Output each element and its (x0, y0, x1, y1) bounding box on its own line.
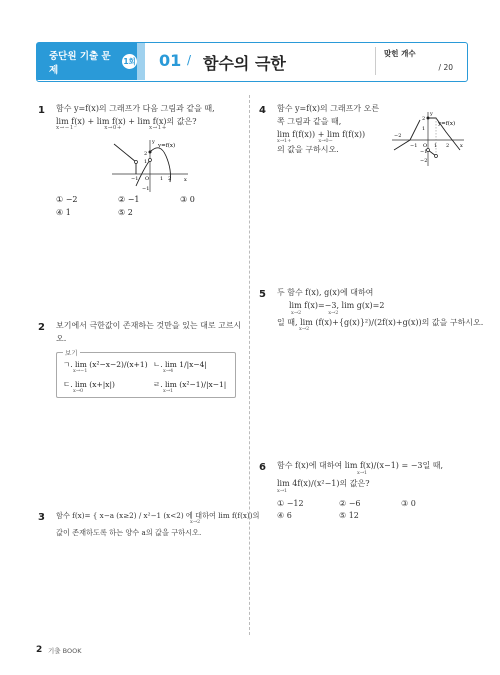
problem-2 (38, 320, 243, 350)
graph-x-axis-label: x (460, 143, 463, 149)
section-slash: / (187, 53, 192, 67)
problem-number: 5 (259, 289, 266, 300)
problem-text (56, 103, 215, 131)
badge-label: 중단원 기출 문제 (49, 50, 111, 76)
example-box (56, 349, 236, 398)
limit-subscript: x→0− (318, 138, 333, 145)
choice[interactable]: ① −12 (277, 498, 304, 508)
graph-x-tick: −2 (394, 133, 402, 139)
problem-5 (259, 287, 484, 347)
example-subscript: x→−1 (73, 368, 88, 374)
problem-4-graph (390, 110, 466, 168)
badge-round: 1회 (122, 54, 137, 69)
graph-x-tick: 1 (160, 176, 164, 182)
example-item: ㄱ. lim (x²−x−2)/(x+1) (63, 360, 148, 369)
problem-line: 의 값을 구하시오. (277, 145, 339, 155)
graph-x-tick: 2 (168, 176, 172, 182)
column-divider (249, 95, 250, 635)
chapter-header (36, 42, 468, 82)
graph-x-tick: 2 (446, 143, 450, 149)
problem-1-choices (56, 194, 246, 220)
choice[interactable]: ③ 0 (180, 195, 195, 204)
choice[interactable]: ③ 0 (401, 498, 416, 508)
problem-number: 6 (259, 462, 266, 473)
choice[interactable]: ⑤ 12 (339, 511, 359, 521)
problem-line: 함수 y=f(x)의 그래프가 오른 (277, 104, 380, 113)
limit-subscript: x→2 (299, 326, 310, 333)
graph-origin-label: O (145, 176, 150, 182)
problem-line: 두 함수 f(x), g(x)에 대하여 (277, 288, 374, 297)
problem-line: 보기에서 극한값이 존재하는 것만을 있는 대로 고르시 (56, 321, 242, 330)
problem-line: 일 때, lim (f(x)+{g(x)}²)/(2f(x)+g(x))의 값을 구하시오. (277, 317, 484, 327)
problem-text (56, 320, 241, 346)
limit-subscript: x→−1⁻ (56, 124, 78, 131)
limit-subscript: x→0+ (104, 124, 123, 131)
problem-line: 함수 y=f(x)의 그래프가 다음 그림과 같을 때, (56, 104, 215, 113)
choice[interactable]: ④ 1 (56, 207, 71, 217)
problem-line: 쪽 그림과 같을 때, (277, 116, 342, 126)
graph-y-tick: 2 (422, 116, 426, 122)
problem-line: lim f(f(x)) + lim f(f(x)) (277, 129, 366, 139)
problem-text (277, 103, 379, 157)
choice[interactable]: ⑤ 2 (118, 207, 133, 217)
example-item: ㄴ. lim 1/|x−4| (153, 360, 207, 369)
example-item: ㄷ. lim (x+|x|) (63, 380, 115, 389)
graph-x-tick: −1 (410, 143, 418, 149)
problem-6 (259, 460, 464, 530)
graph-origin-label: O (423, 143, 428, 149)
limit-subscript: x→1+ (277, 138, 292, 145)
example-subscript: x→1 (163, 388, 174, 394)
chapter-badge (37, 43, 137, 80)
choice[interactable]: ② −1 (118, 195, 140, 204)
limit-subscript: x→2 (291, 309, 302, 316)
graph-y-axis-label: y (152, 139, 155, 145)
graph-y-tick: −2 (420, 158, 428, 164)
example-box-label: 보기 (65, 349, 78, 357)
score-value: / 20 (438, 63, 453, 72)
graph-y-tick: −1 (142, 186, 150, 192)
problem-line: 값이 존재하도록 하는 양수 a의 값을 구하시오. (56, 527, 202, 537)
choice[interactable]: ② −6 (339, 498, 361, 508)
page-number: 2 (36, 645, 43, 655)
example-item: ㄹ. lim (x²−1)/|x−1| (153, 380, 227, 389)
problem-line: lim f(x)=−3, lim g(x)=2 (289, 300, 385, 310)
graph-y-tick: 1 (422, 126, 426, 132)
example-subscript: x→4 (163, 368, 174, 374)
choice[interactable]: ④ 6 (277, 511, 292, 521)
problem-line: 오. (56, 333, 67, 343)
choice[interactable]: ① −2 (56, 195, 78, 204)
problem-line: 함수 f(x)= { x−a (x≥2) / x²−1 (x<2) 에 대하여 lim f(f(x))의 (56, 511, 260, 520)
graph-y-tick: −1 (420, 149, 428, 155)
problem-3 (38, 510, 260, 550)
score-label: 맞힌 개수 (384, 49, 416, 58)
graph-x-axis-label: x (184, 177, 187, 183)
graph-y-tick: 1 (144, 159, 148, 165)
problem-1-graph (110, 138, 190, 194)
limit-subscript: x→2 (328, 309, 339, 316)
problem-number: 3 (38, 512, 45, 523)
section-number: 01 (159, 51, 182, 70)
problem-line: lim 4f(x)/(x²−1)의 값은? (277, 478, 370, 488)
limit-subscript: x→1 (277, 487, 288, 494)
problem-number: 2 (38, 322, 45, 333)
problem-number: 1 (38, 105, 45, 116)
graph-y-tick: 2 (144, 151, 148, 157)
problem-number: 4 (259, 105, 266, 116)
graph-func-label: y=f(x) (158, 143, 176, 149)
problem-line: 함수 f(x)에 대하여 lim f(x)/(x−1) = −3일 때, (277, 461, 444, 470)
header-divider (137, 43, 145, 80)
book-name: 기출 BOOK (48, 647, 82, 655)
problem-text (277, 460, 463, 523)
graph-x-tick: 1 (434, 143, 438, 149)
graph-func-label: y=f(x) (438, 121, 456, 127)
limit-subscript: x→1 (357, 469, 368, 476)
problem-line: lim f(x) + lim f(x) + lim f(x)의 값은? (56, 116, 197, 126)
graph-x-tick: −1 (131, 176, 139, 182)
score-box (375, 47, 453, 75)
section-title: 함수의 극한 (203, 54, 286, 73)
limit-subscript: x→1+ (149, 124, 167, 131)
graph-y-axis-label: y (430, 111, 433, 117)
problem-text (277, 287, 483, 332)
problem-4 (259, 103, 389, 173)
limit-subscript: x→2 (190, 518, 201, 525)
limit-subscripts (291, 311, 483, 316)
problem-text (56, 510, 259, 538)
example-subscript: x→0 (73, 388, 84, 394)
